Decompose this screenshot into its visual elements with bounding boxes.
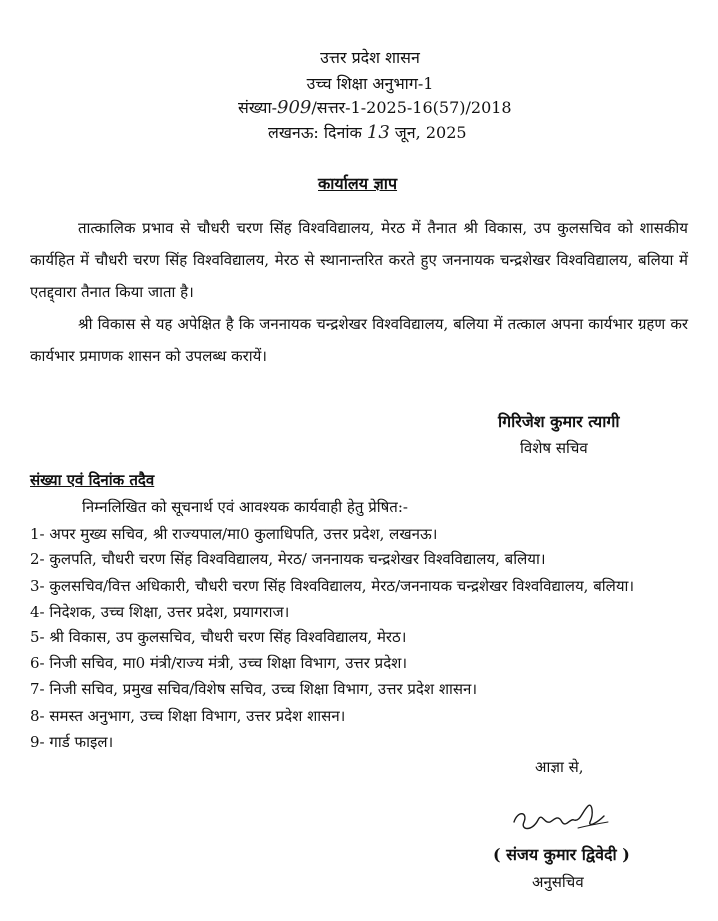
date-prefix: लखनऊ: दिनांक bbox=[268, 123, 362, 142]
header-line-section: उच्च शिक्षा अनुभाग-1 bbox=[306, 74, 434, 93]
distribution-item: 6- निजी सचिव, मा0 मंत्री/राज्य मंत्री, उच्च शिक्षा विभाग, उत्तर प्रदेश। bbox=[30, 654, 408, 672]
distribution-item: 3- कुलसचिव/वित्त अधिकारी, चौधरी चरण सिंह विश्वविद्यालय, मेरठ/जननायक चन्द्रशेखर विश्वविद्यालय, बलिया। bbox=[30, 577, 635, 595]
closing-signatory-name: ( संजय कुमार द्विवेदी ) bbox=[493, 845, 630, 864]
body-paragraph-1-text: तात्कालिक प्रभाव से चौधरी चरण सिंह विश्वविद्यालय, मेरठ में तैनात श्री विकास, उप कुलसचिव को शासकीय कार्यहित में चौधरी चरण सिंह विश्वविद्यालय, मेरठ से स्थानान्तरित करते हुए जननायक चन्द्रशेखर विश्वविद्यालय, बलिया में एतद्द्वारा तैनात किया जाता है। bbox=[30, 219, 688, 301]
distribution-item: 5- श्री विकास, उप कुलसचिव, चौधरी चरण सिंह विश्वविद्यालय, मेरठ। bbox=[30, 628, 407, 646]
distribution-item: 7- निजी सचिव, प्रमुख सचिव/विशेष सचिव, उच्च शिक्षा विभाग, उत्तर प्रदेश शासन। bbox=[30, 680, 478, 698]
distribution-item: 9- गार्ड फाइल। bbox=[30, 733, 114, 751]
issue-date bbox=[268, 121, 467, 143]
copy-section-intro: निम्नलिखित को सूचनार्थ एवं आवश्यक कार्यवाही हेतु प्रेषित:- bbox=[82, 498, 408, 516]
distribution-item: 1- अपर मुख्य सचिव, श्री राज्यपाल/मा0 कुलाधिपति, उत्तर प्रदेश, लखनऊ। bbox=[30, 525, 438, 543]
document-title: कार्यालय ज्ञाप bbox=[318, 174, 398, 193]
date-day-handwritten: 13 bbox=[366, 122, 390, 143]
reference-number-prefix: संख्या- bbox=[238, 98, 278, 117]
body-paragraph-2 bbox=[30, 308, 688, 372]
reference-number bbox=[238, 96, 512, 118]
date-suffix: जून, 2025 bbox=[394, 123, 467, 142]
handwritten-signature bbox=[508, 792, 618, 842]
copy-section-heading: संख्या एवं दिनांक तदैव bbox=[30, 471, 155, 489]
signatory-name: गिरिजेश कुमार त्यागी bbox=[498, 412, 620, 431]
reference-number-suffix: /सत्तर-1-2025-16(57)/2018 bbox=[311, 98, 512, 117]
distribution-item: 2- कुलपति, चौधरी चरण सिंह विश्वविद्यालय, मेरठ/ जननायक चन्द्रशेखर विश्वविद्यालय, बलिया। bbox=[30, 550, 546, 568]
distribution-item: 4- निदेशक, उच्च शिक्षा, उत्तर प्रदेश, प्रयागराज। bbox=[30, 603, 290, 621]
reference-number-handwritten: 909 bbox=[277, 97, 312, 118]
header-line-government: उत्तर प्रदेश शासन bbox=[320, 48, 420, 67]
body-paragraph-1 bbox=[30, 212, 688, 308]
body-paragraph-2-text: श्री विकास से यह अपेक्षित है कि जननायक चन्द्रशेखर विश्वविद्यालय, बलिया में तत्काल अपना कार्यभार ग्रहण कर कार्यभार प्रमाणक शासन को उपलब्ध करायें। bbox=[30, 315, 688, 365]
by-order-text: आज्ञा से, bbox=[535, 758, 584, 776]
signatory-designation: विशेष सचिव bbox=[520, 439, 588, 457]
distribution-item: 8- समस्त अनुभाग, उच्च शिक्षा विभाग, उत्तर प्रदेश शासन। bbox=[30, 707, 346, 725]
closing-signatory-designation: अनुसचिव bbox=[532, 873, 584, 891]
